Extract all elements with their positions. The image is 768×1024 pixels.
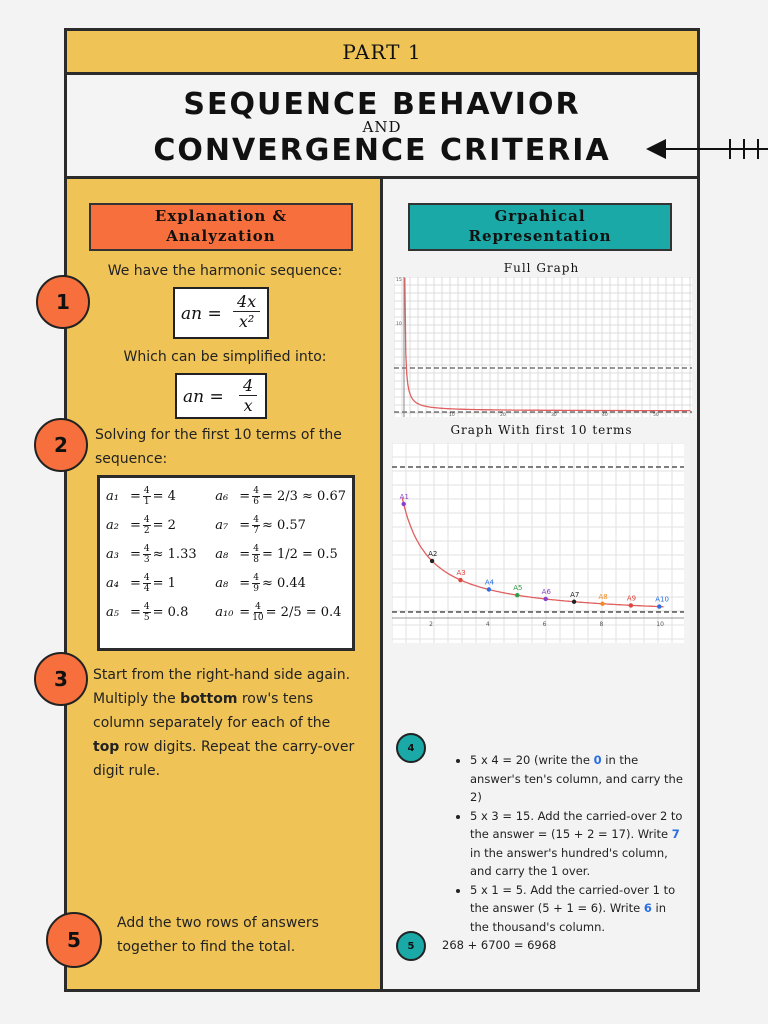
title-and: AND — [362, 118, 402, 136]
formula1-den: x² — [238, 312, 255, 331]
term-lhs: a₈ — [215, 576, 229, 591]
step4-bullet-2: • 5 x 3 = 15. Add the carried-over 2 to the answer = (15 + 2 = 17). Write 7 in the answer's hundred's column, and carry the 1 over. — [470, 807, 686, 881]
term-eq: = — [239, 489, 251, 504]
terms-table — [97, 475, 355, 651]
step4-badge: 4 — [396, 733, 426, 763]
term-3 — [106, 515, 213, 536]
step5-sum: 268 + 6700 = 6968 — [442, 938, 557, 952]
point-A8 — [600, 602, 604, 606]
point-A4 — [487, 587, 491, 591]
term-fraction: $\frac{4}{6}$ — [253, 486, 259, 507]
term-lhs: a₇ — [215, 518, 229, 533]
terms-grid — [106, 486, 346, 623]
graphical-heading-line2: Representation — [468, 227, 612, 245]
x-tick-label: 6 — [542, 621, 547, 628]
title-line-1: SEQUENCE BEHAVIOR — [183, 87, 581, 122]
point-label-A10: A10 — [655, 595, 669, 604]
explanation-heading-line1: Explanation & — [154, 207, 288, 225]
point-A5 — [515, 593, 519, 597]
y-tick-label: 10 — [396, 322, 402, 327]
formula1-num: 4x — [233, 292, 260, 312]
step3-text-c: row digits. Repeat the carry-over digit rule. — [93, 739, 355, 779]
step4-bullet-3: • 5 x 1 = 5. Add the carried-over 1 to the answer (5 + 1 = 6). Write 6 in the thousand's column. — [470, 881, 686, 937]
term-10 — [215, 602, 346, 623]
point-A2 — [430, 559, 434, 563]
full-graph-label: Full Graph — [503, 261, 580, 275]
explanation-column — [67, 179, 383, 989]
point-label-A1: A1 — [399, 493, 409, 501]
arrow-left-icon — [646, 134, 768, 164]
point-A6 — [543, 597, 547, 601]
formula-harmonic — [173, 287, 269, 339]
term-eq: = — [239, 576, 251, 591]
formula1-fraction — [233, 292, 260, 331]
term-fraction: $\frac{4}{3}$ — [143, 544, 150, 565]
step2-text: Solving for the first 10 terms of the sequence: — [95, 427, 342, 467]
term-rhs: = 1 — [152, 576, 176, 591]
term-rhs: = 2/5 = 0.4 — [265, 605, 342, 620]
point-label-A2: A2 — [428, 550, 438, 558]
x-tick-label: 2 — [429, 621, 433, 628]
y-tick-label: 15 — [396, 278, 402, 283]
term-8 — [215, 573, 346, 594]
step1-badge: 1 — [36, 275, 90, 329]
point-label-A6: A6 — [541, 587, 551, 596]
x-tick-label: 10 — [449, 413, 455, 417]
term-lhs: a₈ — [215, 547, 229, 562]
term-5 — [106, 544, 213, 565]
term-lhs: a₃ — [106, 547, 119, 562]
step5-big-badge: 5 — [46, 912, 102, 968]
formula1-lhs: an = — [181, 304, 222, 324]
curve-4-over-x — [402, 498, 663, 607]
term-rhs: ≈ 0.44 — [261, 576, 306, 591]
term-eq: = — [239, 518, 251, 533]
term-eq: = — [239, 547, 251, 562]
term-eq: = — [239, 605, 251, 620]
point-label-A4: A4 — [484, 578, 495, 587]
term-lhs: a₆ — [215, 489, 229, 504]
formula2-fraction — [239, 376, 257, 415]
term-6 — [215, 544, 346, 565]
term-lhs: a₄ — [106, 576, 119, 591]
term-fraction: $\frac{4}{4}$ — [143, 573, 150, 594]
point-label-A5: A5 — [513, 584, 523, 593]
point-A9 — [629, 603, 633, 607]
term-eq: = — [130, 605, 141, 620]
point-label-A3: A3 — [456, 569, 466, 578]
term-rhs: = 2 — [152, 518, 176, 533]
term-fraction: $\frac{4}{1}$ — [143, 486, 150, 507]
step3-badge: 3 — [34, 652, 88, 706]
point-A7 — [572, 600, 576, 604]
term-eq: = — [130, 576, 141, 591]
explanation-heading-line2: Analyzation — [166, 227, 276, 245]
term-rhs: = 4 — [152, 489, 176, 504]
term-rhs: = 2/3 ≈ 0.67 — [261, 489, 346, 504]
step3-bold-top: top — [93, 739, 120, 755]
step3-text-a: Start from the right-hand side again. Multiply the — [93, 667, 351, 707]
step4-bullets — [456, 751, 686, 936]
term-rhs: = 1/2 = 0.5 — [261, 547, 338, 562]
step5-badge: 5 — [396, 931, 426, 961]
formula2-den: x — [243, 396, 253, 415]
x-tick-label: 30 — [551, 413, 557, 417]
term-rhs: = 0.8 — [152, 605, 189, 620]
formula-simplified — [175, 373, 267, 419]
x-tick-label: 8 — [599, 621, 604, 628]
first-10-terms-graph — [392, 443, 684, 643]
part-label: PART 1 — [67, 31, 697, 75]
point-label-A8: A8 — [598, 592, 608, 601]
x-tick-label: 40 — [602, 413, 608, 417]
point-label-A9: A9 — [626, 594, 637, 603]
term-eq: = — [130, 518, 141, 533]
title-line-2: CONVERGENCE CRITERIA — [153, 133, 611, 168]
term-2 — [215, 486, 346, 507]
term-lhs: a₅ — [106, 605, 119, 620]
first-10-graph-label: Graph With first 10 terms — [450, 423, 633, 437]
point-A1 — [401, 502, 405, 506]
formula2-num: 4 — [239, 376, 257, 396]
x-tick-label: 4 — [485, 621, 490, 628]
x-tick-label: 10 — [656, 621, 664, 628]
simplify-text: Which can be simplified into: — [123, 349, 327, 365]
point-A3 — [458, 578, 462, 582]
full-graph — [394, 277, 692, 417]
step2-badge: 2 — [34, 418, 88, 472]
term-fraction: $\frac{4}{7}$ — [253, 515, 259, 536]
term-1 — [106, 486, 213, 507]
term-lhs: a₂ — [106, 518, 119, 533]
term-fraction: $\frac{4}{10}$ — [252, 602, 264, 623]
term-eq: = — [130, 489, 141, 504]
term-rhs: ≈ 1.33 — [152, 547, 197, 562]
term-lhs: a₁ — [106, 489, 119, 504]
graphical-heading — [408, 203, 672, 251]
term-rhs: ≈ 0.57 — [261, 518, 306, 533]
step3-text-b: row's tens column separately for each of the — [93, 691, 331, 731]
step5-text: Add the two rows of answers together to find the total. — [117, 915, 319, 955]
formula2-lhs: an = — [183, 387, 224, 407]
step4-bullet-1: • 5 x 4 = 20 (write the 0 in the answer's ten's column, and carry the 2) — [470, 751, 686, 807]
x-tick-label: 50 — [653, 413, 659, 417]
worksheet-frame — [64, 28, 700, 992]
term-fraction: $\frac{4}{9}$ — [253, 573, 259, 594]
term-4 — [215, 515, 346, 536]
curve-4-over-x — [405, 278, 691, 411]
title-banner — [67, 75, 697, 179]
explanation-heading — [89, 203, 353, 251]
x-tick-label: 20 — [500, 413, 506, 417]
term-fraction: $\frac{4}{5}$ — [143, 602, 150, 623]
step3-bold-bottom: bottom — [180, 691, 238, 707]
term-fraction: $\frac{4}{8}$ — [253, 544, 259, 565]
step1-text: We have the harmonic sequence: — [107, 263, 343, 279]
term-7 — [106, 573, 213, 594]
term-lhs: a₁₀ — [215, 605, 234, 620]
graph-column — [386, 179, 697, 989]
term-9 — [106, 602, 213, 623]
term-eq: = — [130, 547, 141, 562]
step3-text — [93, 663, 357, 783]
graphical-heading-line1: Grpahical — [494, 207, 586, 225]
term-fraction: $\frac{4}{2}$ — [143, 515, 150, 536]
point-label-A7: A7 — [570, 590, 580, 599]
point-A10 — [657, 604, 661, 608]
